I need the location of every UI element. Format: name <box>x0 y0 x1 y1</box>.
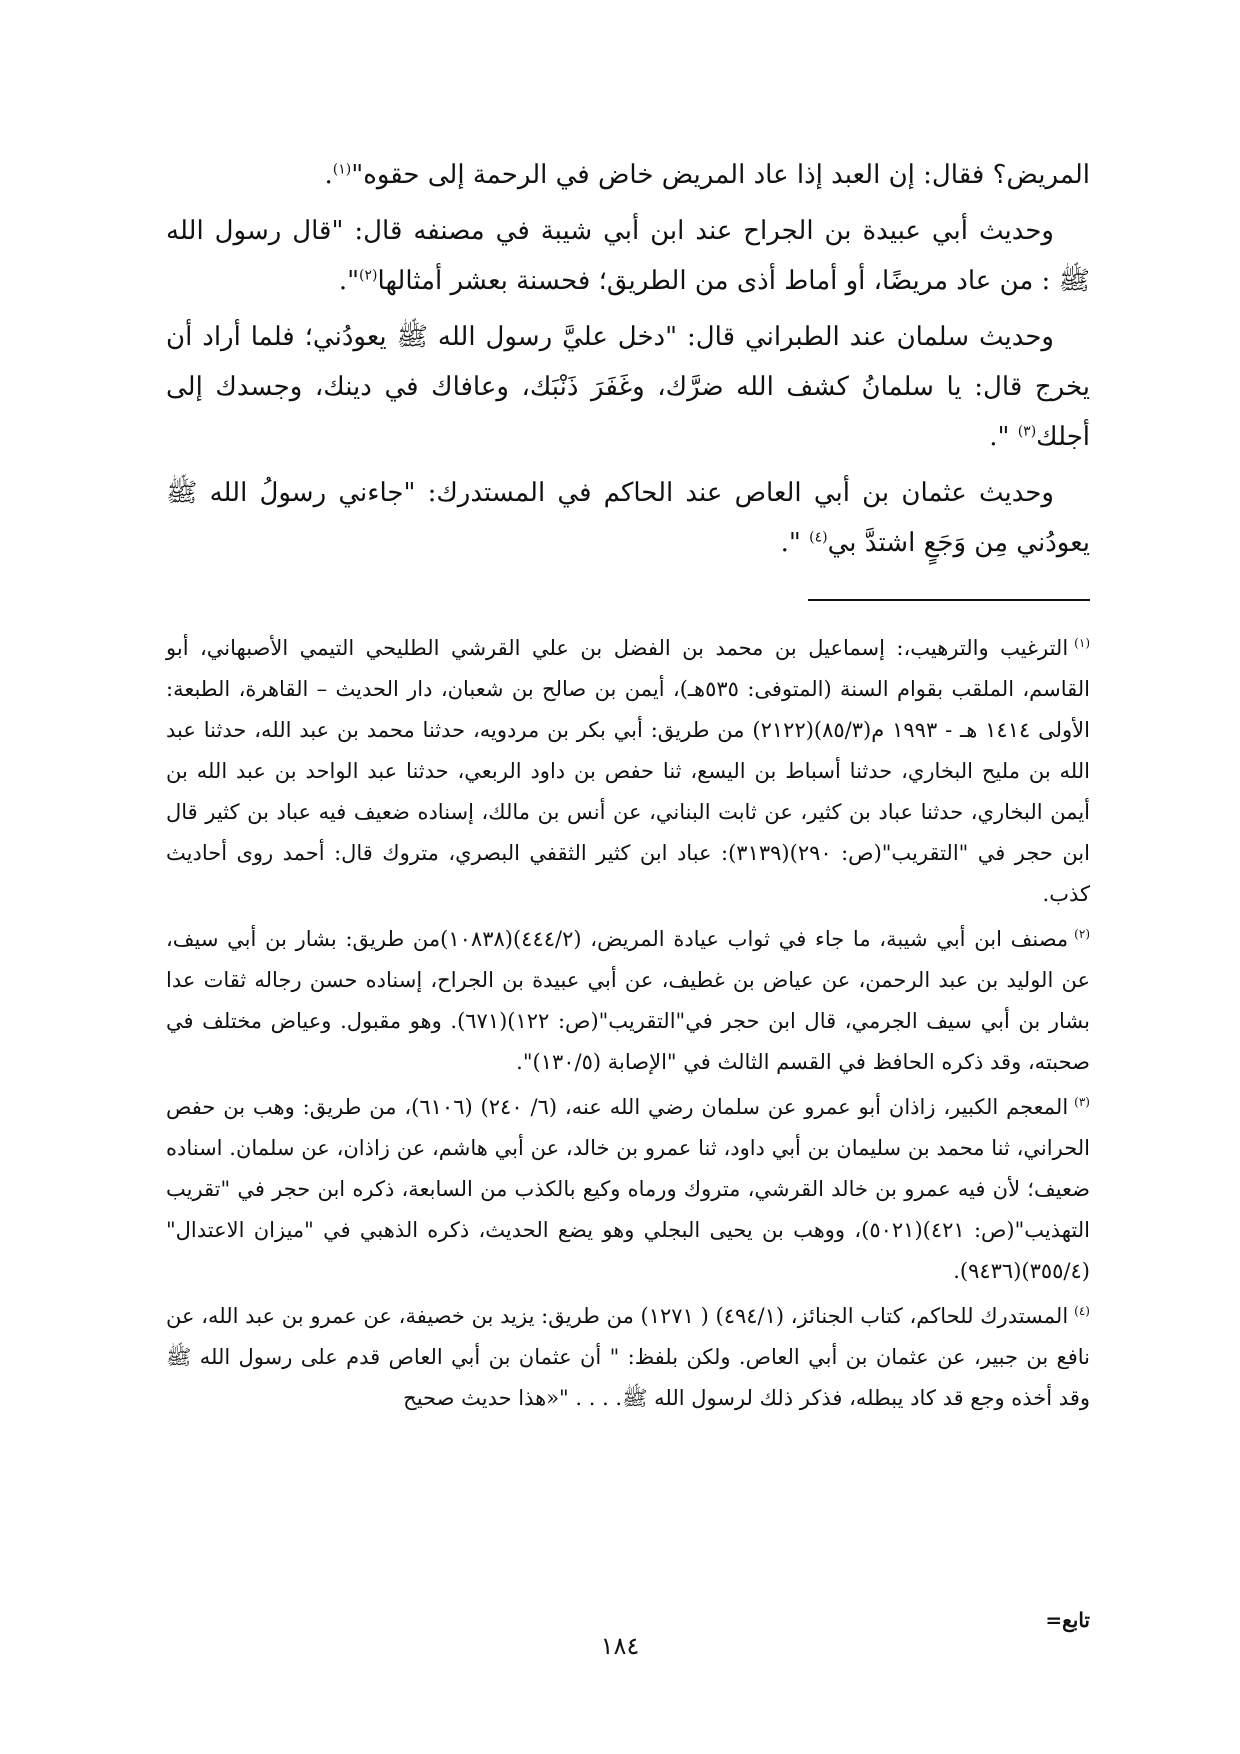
footnotes <box>166 628 1090 1423</box>
footnote-1 <box>166 628 1090 915</box>
footnote-marker: (١) <box>1074 636 1090 650</box>
footnote-4 <box>166 1296 1090 1419</box>
paragraph-1-end: . <box>324 160 333 190</box>
paragraph-2-end: ". <box>338 266 360 296</box>
footnote-marker: (٤) <box>1074 1304 1090 1318</box>
paragraph-4-end: ". <box>780 528 810 558</box>
paragraph-3-text: وحديث سلمان عند الطبراني قال: "دخل عليَّ رسول الله ﷺ يعودُني؛ فلما أراد أن يخرج قال: يا سلمانُ كشف الله ضرَّك، وغَفَرَ ذَنْبَك، وعافاك في دينك، وجسدك إلى أجلك <box>166 322 1090 452</box>
page-number: ١٨٤ <box>600 1632 640 1660</box>
footnote-marker: (٢) <box>1074 927 1090 941</box>
footnote-separator <box>808 599 1090 601</box>
footnote-ref-3: (٣) <box>1017 423 1037 440</box>
main-text <box>166 150 1090 574</box>
footnote-text: الترغيب والترهيب،: إسماعيل بن محمد بن الفضل بن علي القرشي الطليحي التيمي الأصبهاني، أبو القاسم، الملقب بقوام السنة (المتوفى: ٥٣٥هـ)، أيمن بن صالح بن شعبان، دار الحديث – القاهرة، الطبعة: الأولى ١٤١٤ هـ - ١٩٩٣ م(٨٥/٣)(٢١٢٢) من طريق: أبي بكر بن مردويه، حدثنا محمد بن عبد الله، حدثنا عبد الله بن مليح البخاري، حدثنا أسباط بن اليسع، ثنا حفص بن داود الربعي، حدثنا عبد الواحد بن عبد الله بن أيمن البخاري، حدثنا عباد بن كثير، عن ثابت البناني، عن أنس بن مالك، إسناده ضعيف فيه عباد بن كثير قال ابن حجر في "التقريب"(ص: ٢٩٠)(٣١٣٩): عباد ابن كثير الثقفي البصري، متروك قال: أحمد روى أحاديث كذب. <box>166 636 1090 906</box>
paragraph-4-text: وحديث عثمان بن أبي العاص عند الحاكم في المستدرك: "جاءني رسولُ الله ﷺ يعودُني مِن وَجَعٍ اشتدَّ بي <box>166 478 1090 558</box>
paragraph-3-end: ". <box>989 422 1018 452</box>
footnote-marker: (٣) <box>1074 1095 1090 1109</box>
footnote-text: المعجم الكبير، زاذان أبو عمرو عن سلمان رضي الله عنه، (٦/ ٢٤٠) (٦١٠٦)، من طريق: وهب بن حفص الحراني، ثنا محمد بن سليمان بن أبي داود، ثنا عمرو بن خالد، عن أبي هاشم، عن زاذان، عن سلمان. اسناده ضعيف؛ لأن فيه عمرو بن خالد القرشي، متروك ورماه وكيع بالكذب من السابعة، ذكره ابن حجر في "تقريب التهذيب"(ص: ٤٢١)(٥٠٢١)، ووهب بن يحيى البجلي وهو يضع الحديث، ذكره الذهبي في "ميزان الاعتدال"(٣٥٥/٤)(٩٤٣٦). <box>166 1095 1091 1283</box>
footnote-3 <box>166 1087 1090 1292</box>
footnote-ref-4: (٤) <box>809 529 828 546</box>
paragraph-2 <box>166 206 1090 306</box>
paragraph-2-text: وحديث أبي عبيدة بن الجراح عند ابن أبي شيبة في مصنفه قال: "قال رسول الله ﷺ : من عاد مريضًا، أو أماط أذى من الطريق؛ فحسنة بعشر أمثالها <box>166 216 1090 296</box>
footnote-text: مصنف ابن أبي شيبة، ما جاء في ثواب عيادة المريض، (٤٤٤/٢)(١٠٨٣٨)من طريق: بشار بن أبي سيف، عن الوليد بن عبد الرحمن، عن عياض بن غطيف، عن أبي عبيدة بن الجراح، إسناده حسن رجاله ثقات عدا بشار بن أبي سيف الجرمي، قال ابن حجر في"التقريب"(ص: ١٢٢)(٦٧١). وهو مقبول. وعياض مختلف في صحبته، وقد ذكره الحافظ في القسم الثالث في "الإصابة (١٣٠/٥)". <box>166 927 1091 1074</box>
paragraph-3 <box>166 312 1090 462</box>
footnote-ref-2: (٢) <box>359 267 378 284</box>
footnote-ref-1: (١) <box>332 161 352 178</box>
paragraph-1 <box>166 150 1090 200</box>
paragraph-1-text: المريض؟ فقال: إن العبد إذا عاد المريض خاض في الرحمة إلى حقوه" <box>351 160 1090 190</box>
paragraph-4 <box>166 468 1090 568</box>
continued-marker: تابع= <box>1045 1608 1090 1632</box>
footnote-text: المستدرك للحاكم، كتاب الجنائز، (٤٩٤/١) ( ١٢٧١) من طريق: يزيد بن خصيفة، عن عمرو بن عبد الله، عن نافع بن جبير، عن عثمان بن أبي العاص. ولكن بلفظ: " أن عثمان بن أبي العاص قدم على رسول الله ﷺ وقد أخذه وجع قد كاد يبطله، فذكر ذلك لرسول الله ﷺ. . . . "«هذا حديث صحيح <box>166 1304 1090 1410</box>
footnote-2 <box>166 919 1090 1083</box>
